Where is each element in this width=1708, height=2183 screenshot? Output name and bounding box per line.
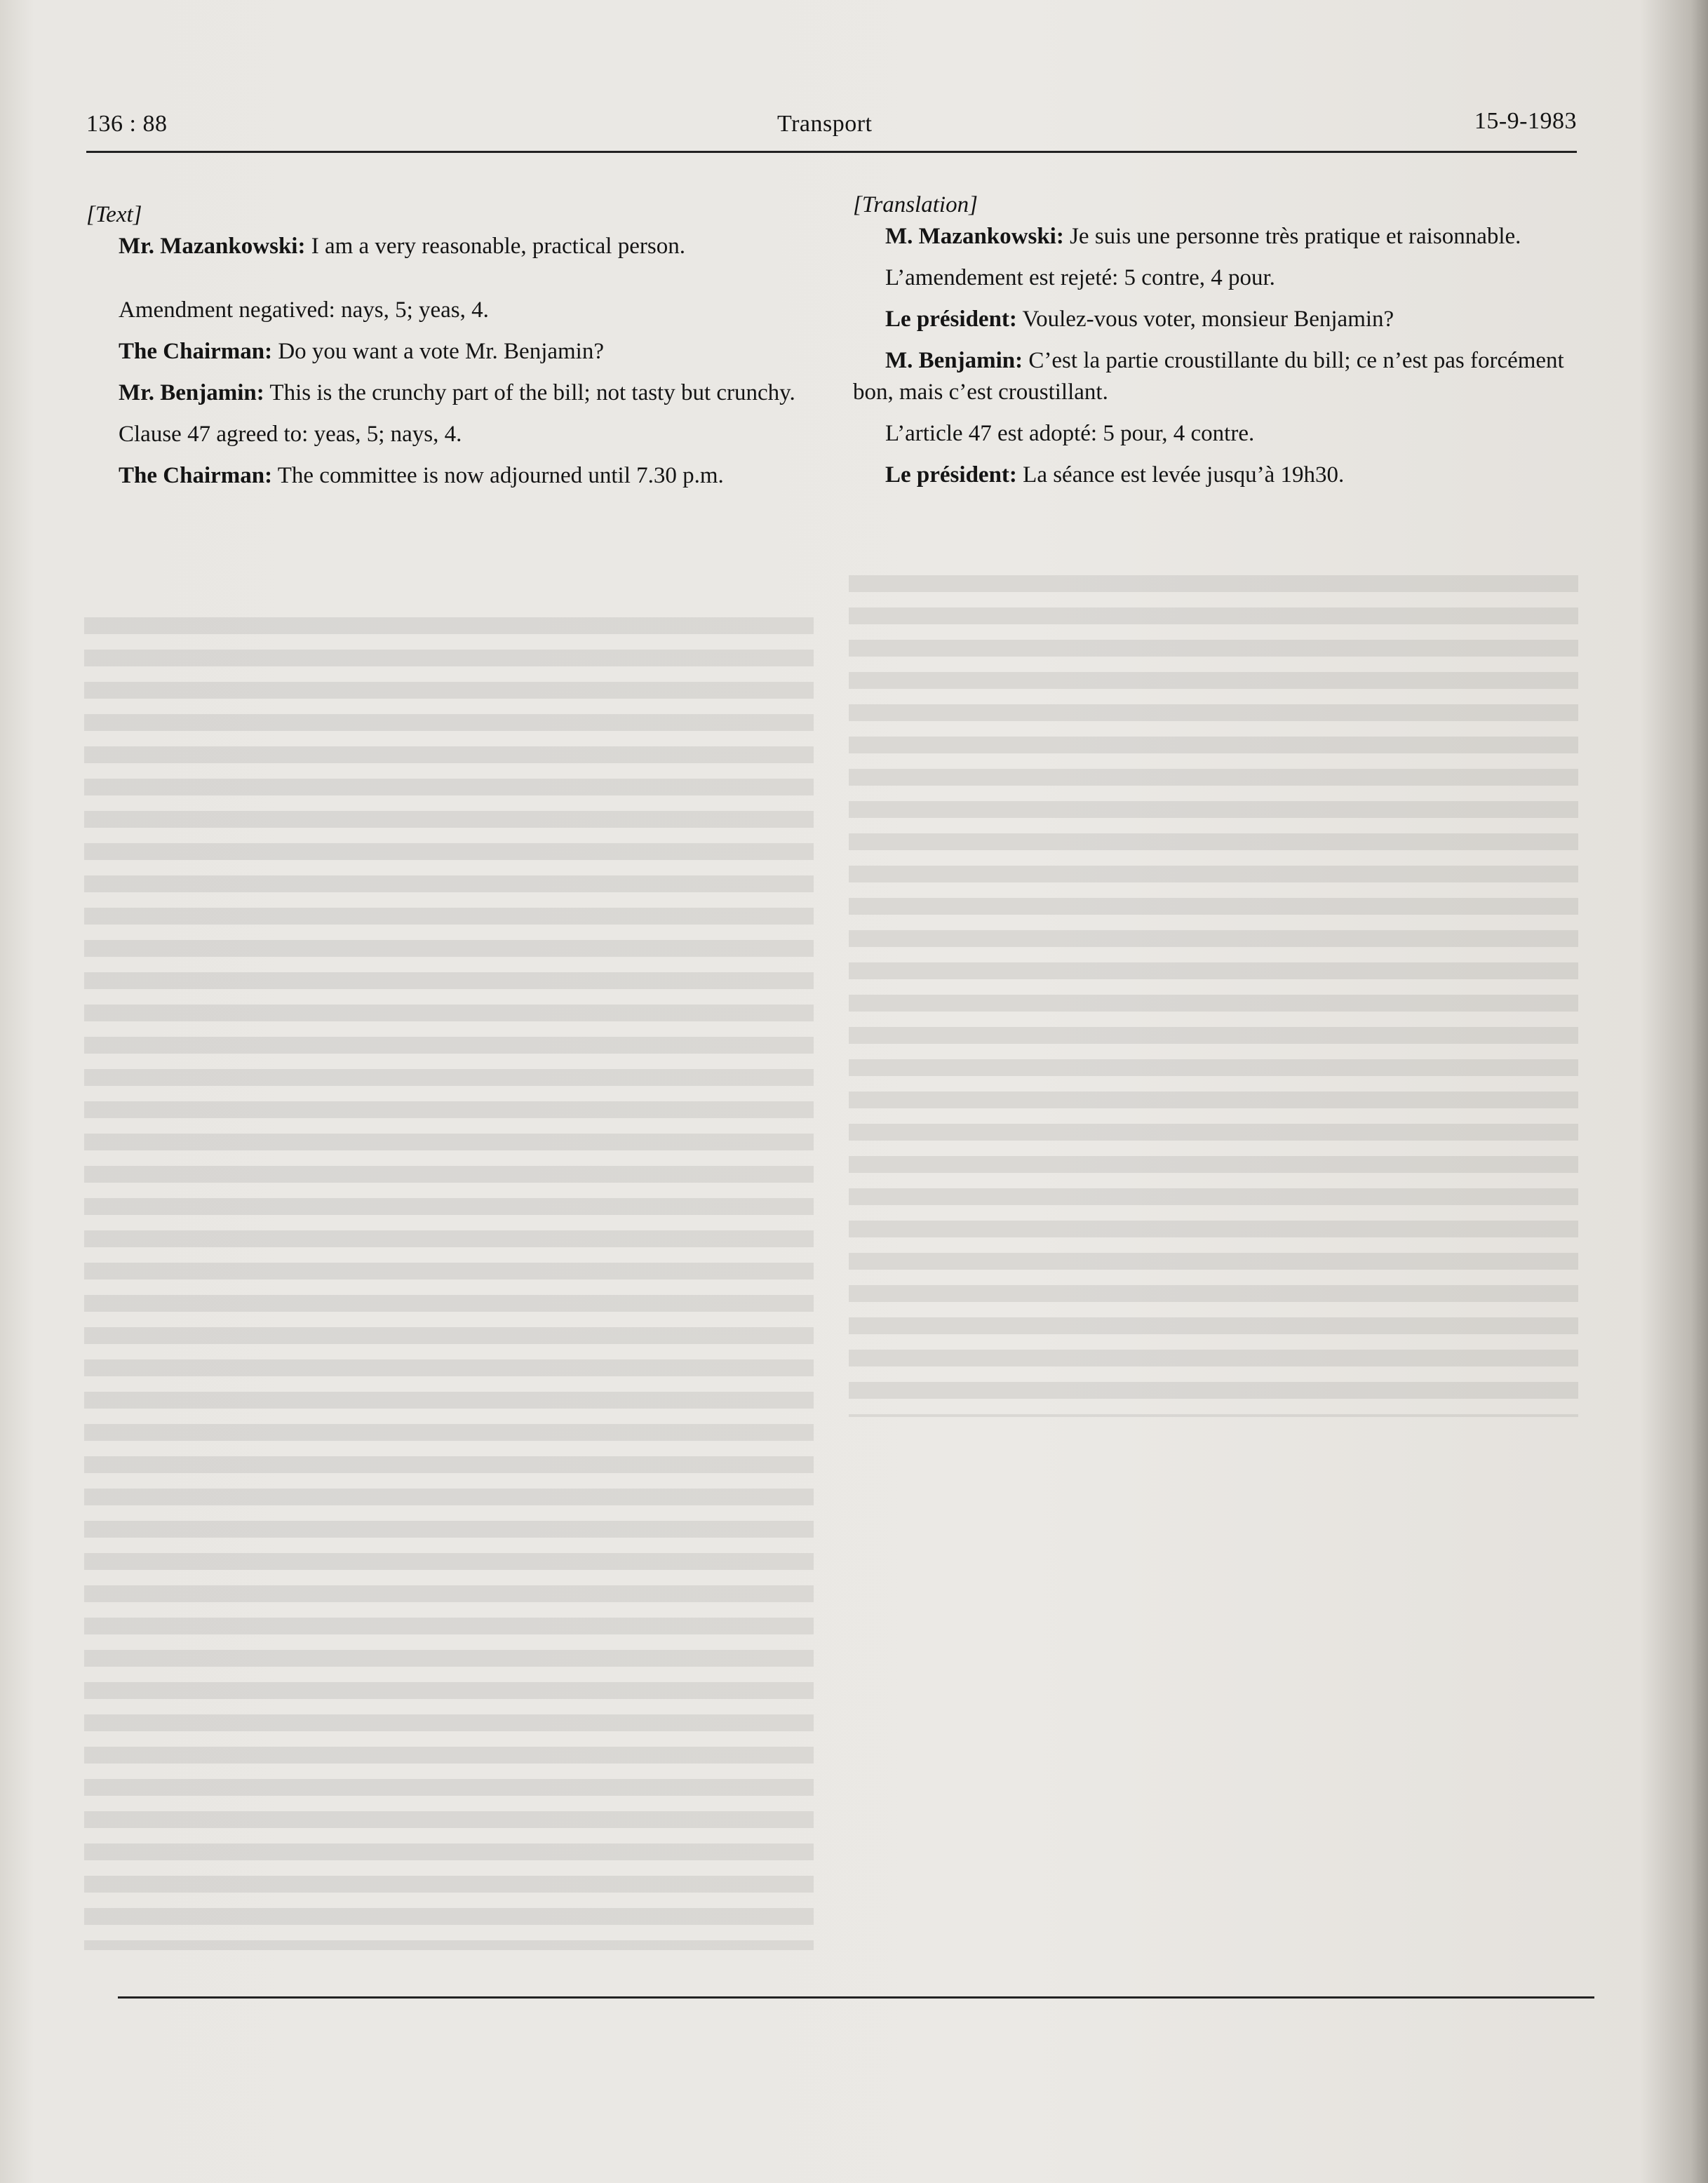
column-label: [Translation] xyxy=(853,192,978,217)
paragraph-text: Amendment negatived: nays, 5; yeas, 4. xyxy=(119,297,489,323)
paragraph xyxy=(853,459,1593,491)
speaker-name: M. Mazankowski: xyxy=(885,224,1064,249)
paragraph-text: The committee is now adjourned until 7.30 p.m. xyxy=(272,463,724,488)
paragraph xyxy=(853,262,1593,294)
speaker-name: M. Benjamin: xyxy=(885,348,1023,373)
paragraph xyxy=(86,336,826,368)
header-rule xyxy=(86,151,1577,153)
paragraph xyxy=(853,418,1593,450)
paragraph-text: Clause 47 agreed to: yeas, 5; nays, 4. xyxy=(119,422,462,447)
page-number: 136 : 88 xyxy=(86,111,168,137)
page-date: 15-9-1983 xyxy=(1474,108,1577,134)
paragraph-text: L’article 47 est adopté: 5 pour, 4 contre. xyxy=(885,421,1255,446)
speaker-name: Le président: xyxy=(885,307,1017,332)
speaker-name: The Chairman: xyxy=(119,339,273,364)
paragraph xyxy=(86,460,826,492)
paragraph-text: I am a very reasonable, practical person. xyxy=(305,234,685,259)
page-title: Transport xyxy=(777,111,873,137)
paragraph-text: Je suis une personne très pratique et raisonnable. xyxy=(1063,224,1521,249)
speaker-name: Mr. Benjamin: xyxy=(119,380,264,405)
paragraph-text: Voulez-vous voter, monsieur Benjamin? xyxy=(1016,307,1394,332)
paragraph-text: Do you want a vote Mr. Benjamin? xyxy=(272,339,605,364)
speaker-name: Mr. Mazankowski: xyxy=(119,234,306,259)
paragraph xyxy=(86,295,826,326)
paragraph xyxy=(86,231,826,262)
paragraph xyxy=(86,377,826,409)
bleed-through-texture xyxy=(84,617,814,1950)
bleed-through-texture xyxy=(849,575,1578,1417)
speaker-name: The Chairman: xyxy=(119,463,273,488)
footer-rule xyxy=(118,1996,1594,1999)
speaker-name: Le président: xyxy=(885,462,1017,488)
french-column xyxy=(853,189,1593,491)
paragraph-text: La séance est levée jusqu’à 19h30. xyxy=(1016,462,1345,488)
column-label: [Text] xyxy=(86,202,142,227)
paragraph-text: L’amendement est rejeté: 5 contre, 4 pour. xyxy=(885,265,1275,290)
paragraph xyxy=(853,345,1593,408)
paragraph-text: C’est la partie croustillante du bill; ce n’est pas forcément bon, mais c’est croustillant. xyxy=(853,348,1564,405)
paragraph-text: This is the crunchy part of the bill; not tasty but crunchy. xyxy=(264,380,795,405)
paragraph xyxy=(853,221,1593,253)
english-column xyxy=(86,199,826,492)
paragraph xyxy=(86,419,826,450)
paragraph xyxy=(853,304,1593,335)
